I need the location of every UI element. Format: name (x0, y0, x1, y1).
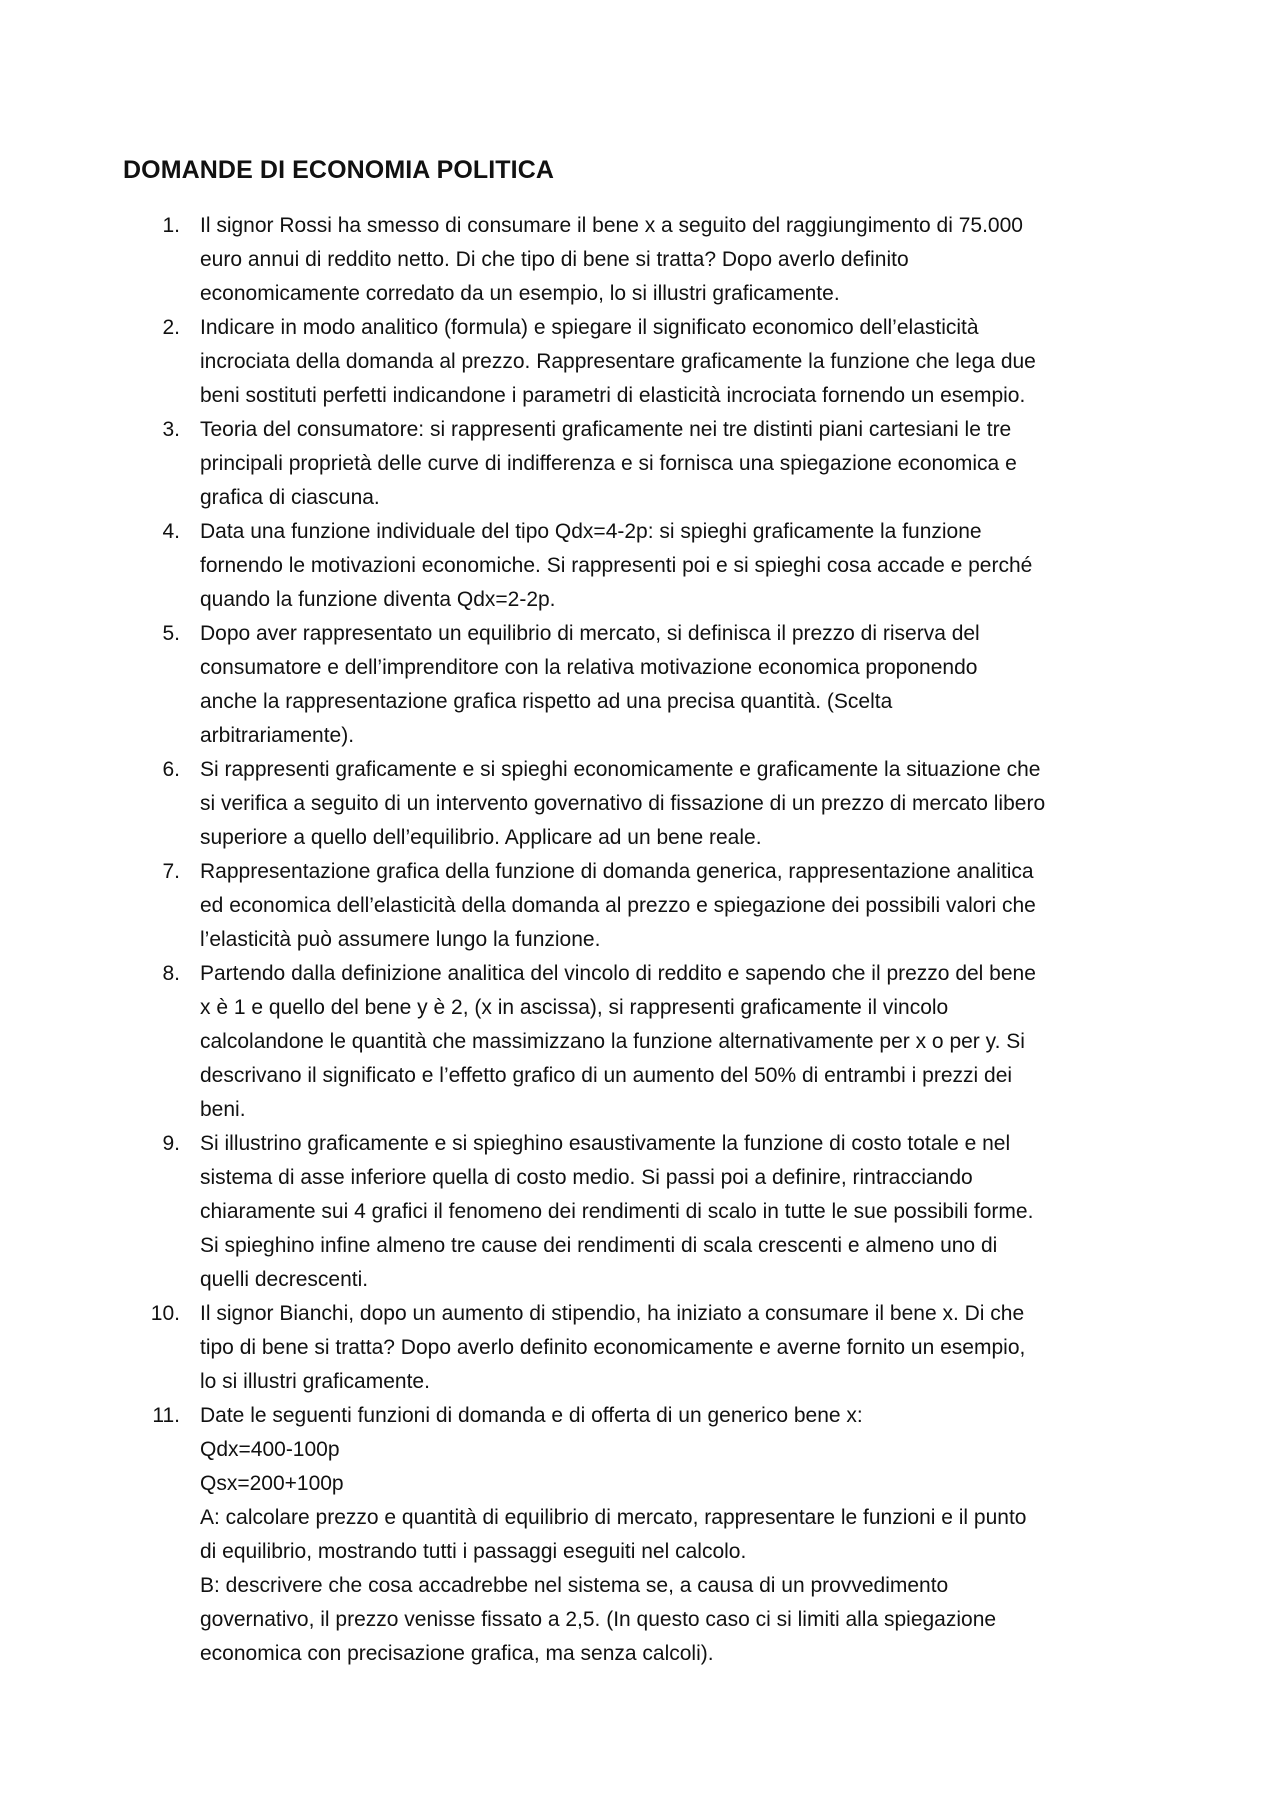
question-number: 10. (150, 1302, 180, 1325)
question-number: 3. (162, 418, 180, 441)
question-number: 9. (162, 1132, 180, 1155)
question-text-line: tipo di bene si tratta? Dopo averlo definito economicamente e averne fornito un esempio, (200, 1336, 1026, 1359)
document-title: DOMANDE DI ECONOMIA POLITICA (123, 156, 555, 184)
question-text-line: A: calcolare prezzo e quantità di equilibrio di mercato, rappresentare le funzioni e il punto (200, 1506, 1027, 1529)
question-number: 2. (162, 316, 180, 339)
question-item (123, 855, 1183, 957)
question-text-line: Qsx=200+100p (200, 1472, 344, 1495)
question-text-line: principali proprietà delle curve di indifferenza e si fornisca una spiegazione economica e (200, 452, 1017, 475)
question-text-line: Si rappresenti graficamente e si spieghi economicamente e graficamente la situazione che (200, 758, 1041, 781)
question-text-line: si verifica a seguito di un intervento governativo di fissazione di un prezzo di mercato libero (200, 792, 1046, 815)
question-text-line: grafica di ciascuna. (200, 486, 380, 509)
question-item (123, 1297, 1183, 1399)
question-text-line: Data una funzione individuale del tipo Qdx=4-2p: si spieghi graficamente la funzione (200, 520, 982, 543)
question-number: 6. (162, 758, 180, 781)
question-text-line: calcolandone le quantità che massimizzano la funzione alternativamente per x o per y. Si (200, 1030, 1025, 1053)
question-text-line: anche la rappresentazione grafica rispetto ad una precisa quantità. (Scelta (200, 690, 893, 713)
question-text-line: quando la funzione diventa Qdx=2-2p. (200, 588, 556, 611)
question-text-line: ed economica dell’elasticità della domanda al prezzo e spiegazione dei possibili valori che (200, 894, 1036, 917)
question-text-line: di equilibrio, mostrando tutti i passaggi eseguiti nel calcolo. (200, 1540, 747, 1563)
question-text-line: Il signor Bianchi, dopo un aumento di stipendio, ha iniziato a consumare il bene x. Di che (200, 1302, 1025, 1325)
question-text-line: chiaramente sui 4 grafici il fenomeno dei rendimenti di scalo in tutte le sue possibili forme. (200, 1200, 1034, 1223)
question-item (123, 515, 1183, 617)
question-list (123, 209, 1183, 1671)
question-text-line: Il signor Rossi ha smesso di consumare il bene x a seguito del raggiungimento di 75.000 (200, 214, 1023, 237)
question-text-line: Rappresentazione grafica della funzione di domanda generica, rappresentazione analitica (200, 860, 1034, 883)
question-text-line: Si spieghino infine almeno tre cause dei rendimenti di scala crescenti e almeno uno di (200, 1234, 998, 1257)
question-text-line: economica con precisazione grafica, ma senza calcoli). (200, 1642, 714, 1665)
question-text-line: lo si illustri graficamente. (200, 1370, 430, 1393)
question-text-line: descrivano il significato e l’effetto grafico di un aumento del 50% di entrambi i prezzi dei (200, 1064, 1013, 1087)
question-number: 8. (162, 962, 180, 985)
question-text-line: l’elasticità può assumere lungo la funzione. (200, 928, 601, 951)
question-text-line: Qdx=400-100p (200, 1438, 340, 1461)
question-text-line: Date le seguenti funzioni di domanda e di offerta di un generico bene x: (200, 1404, 863, 1427)
question-text-line: consumatore e dell’imprenditore con la relativa motivazione economica proponendo (200, 656, 978, 679)
question-text-line: Dopo aver rappresentato un equilibrio di mercato, si definisca il prezzo di riserva del (200, 622, 980, 645)
question-text-line: incrociata della domanda al prezzo. Rappresentare graficamente la funzione che lega due (200, 350, 1036, 373)
question-text-line: B: descrivere che cosa accadrebbe nel sistema se, a causa di un provvedimento (200, 1574, 949, 1597)
question-number: 11. (152, 1404, 180, 1427)
question-text-line: beni sostituti perfetti indicandone i parametri di elasticità incrociata fornendo un esempio. (200, 384, 1026, 407)
question-text-line: x è 1 e quello del bene y è 2, (x in ascissa), si rappresenti graficamente il vincolo (200, 996, 949, 1019)
question-item (123, 1399, 1183, 1671)
question-text-line: Partendo dalla definizione analitica del vincolo di reddito e sapendo che il prezzo del bene (200, 962, 1036, 985)
question-number: 7. (162, 860, 180, 883)
question-text-line: Teoria del consumatore: si rappresenti graficamente nei tre distinti piani cartesiani le tre (200, 418, 1012, 441)
question-number: 1. (162, 214, 180, 237)
question-text-line: quelli decrescenti. (200, 1268, 369, 1291)
question-text-line: economicamente corredato da un esempio, lo si illustri graficamente. (200, 282, 840, 305)
question-item (123, 1127, 1183, 1297)
question-item (123, 957, 1183, 1127)
question-text-line: superiore a quello dell’equilibrio. Applicare ad un bene reale. (200, 826, 762, 849)
question-number: 4. (162, 520, 180, 543)
question-text-line: governativo, il prezzo venisse fissato a 2,5. (In questo caso ci si limiti alla spiegazione (200, 1608, 997, 1631)
question-text-line: sistema di asse inferiore quella di costo medio. Si passi poi a definire, rintracciando (200, 1166, 973, 1189)
question-text-line: arbitrariamente). (200, 724, 355, 747)
question-item (123, 311, 1183, 413)
question-text-line: fornendo le motivazioni economiche. Si rappresenti poi e si spieghi cosa accade e perché (200, 554, 1033, 577)
question-text-line: beni. (200, 1098, 246, 1121)
question-text-line: Indicare in modo analitico (formula) e spiegare il significato economico dell’elasticità (200, 316, 979, 339)
question-item (123, 209, 1183, 311)
question-item (123, 617, 1183, 753)
question-item (123, 753, 1183, 855)
question-text-line: euro annui di reddito netto. Di che tipo di bene si tratta? Dopo averlo definito (200, 248, 909, 271)
question-text-line: Si illustrino graficamente e si spieghino esaustivamente la funzione di costo totale e nel (200, 1132, 1011, 1155)
question-item (123, 413, 1183, 515)
question-number: 5. (162, 622, 180, 645)
